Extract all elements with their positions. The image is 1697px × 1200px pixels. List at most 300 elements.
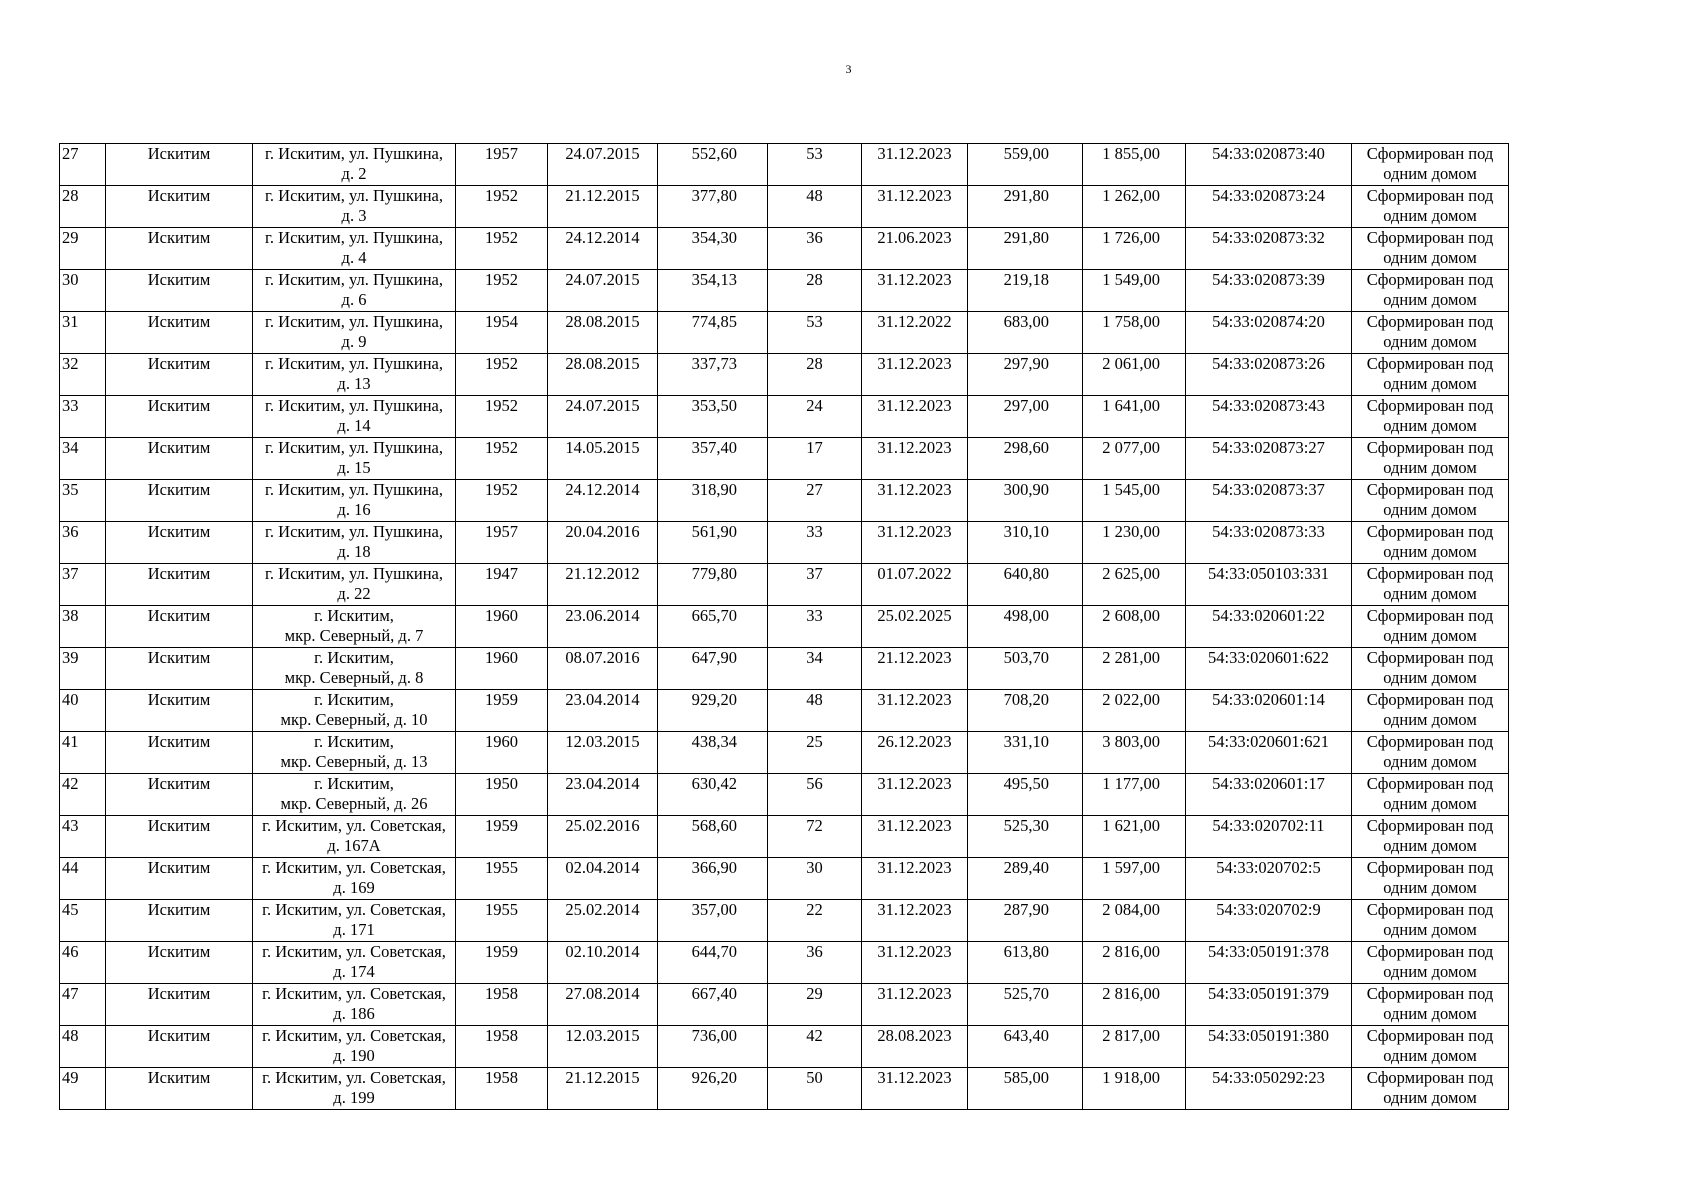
city-cell [106,396,253,438]
address-cell [253,438,456,480]
address-line-1: г. Искитим, [314,732,394,751]
total-area-cell [658,606,768,648]
table-body [60,144,1509,1110]
total-area-cell [658,984,768,1026]
total-area-cell [658,900,768,942]
cadastral-number-text: 54:33:050103:331 [1207,564,1329,583]
year-built-cell [456,186,548,228]
year-built-text: 1952 [485,438,518,457]
total-area-text: 357,00 [691,900,737,919]
city-cell [106,942,253,984]
date-cell [548,522,658,564]
address-cell [253,1068,456,1110]
cadastral-number-text: 54:33:050191:379 [1207,984,1329,1003]
plot-area-text: 2 817,00 [1102,1026,1160,1045]
living-area-cell [968,858,1083,900]
city-text: Искитим [147,858,211,877]
residents-text: 72 [806,816,823,835]
total-area-text: 366,90 [691,858,737,877]
status-line-2: одним домом [1383,793,1477,813]
date-text: 24.07.2015 [565,396,640,415]
total-area-text: 357,40 [691,438,737,457]
city-text: Искитим [147,774,211,793]
plot-area-cell [1083,816,1186,858]
cadastral-number-cell [1186,1026,1352,1068]
residents-text: 27 [806,480,823,499]
status-line-2: одним домом [1383,373,1477,393]
row-number-text: 38 [62,606,79,625]
living-area-text: 300,90 [1003,480,1049,499]
residents-text: 34 [806,648,823,667]
deadline-date-text: 31.12.2023 [877,900,952,919]
address-cell [253,984,456,1026]
cadastral-number-cell [1186,270,1352,312]
deadline-date-cell [862,774,968,816]
status-line-1: Сформирован под [1366,480,1494,499]
date-text: 24.07.2015 [565,270,640,289]
deadline-date-text: 25.02.2025 [877,606,952,625]
status-cell [1352,858,1509,900]
address-line-1: г. Искитим, ул. Пушкина, [265,270,443,289]
row-number-text: 34 [62,438,79,457]
date-text: 21.12.2015 [565,1068,640,1087]
table-row [60,270,1509,312]
year-built-cell [456,522,548,564]
residents-text: 24 [806,396,823,415]
cadastral-number-cell [1186,648,1352,690]
living-area-cell [968,606,1083,648]
status-cell [1352,984,1509,1026]
status-cell [1352,354,1509,396]
status-cell [1352,1026,1509,1068]
total-area-cell [658,312,768,354]
year-built-cell [456,1068,548,1110]
date-text: 12.03.2015 [565,1026,640,1045]
city-text: Искитим [147,1068,211,1087]
date-cell [548,480,658,522]
plot-area-cell [1083,858,1186,900]
row-number-text: 39 [62,648,79,667]
city-text: Искитим [147,1026,211,1045]
status-line-1: Сформирован под [1366,396,1494,415]
cadastral-number-text: 54:33:020702:5 [1216,858,1321,877]
total-area-text: 552,60 [691,144,737,163]
residents-text: 25 [806,732,823,751]
status-line-1: Сформирован под [1366,186,1494,205]
plot-area-cell [1083,186,1186,228]
living-area-cell [968,816,1083,858]
address-line-2: д. 190 [333,1045,375,1065]
residents-text: 33 [806,522,823,541]
status-line-2: одним домом [1383,499,1477,519]
row-number-cell [60,816,106,858]
date-cell [548,396,658,438]
city-cell [106,858,253,900]
date-cell [548,648,658,690]
year-built-cell [456,1026,548,1068]
plot-area-cell [1083,606,1186,648]
deadline-date-text: 31.12.2023 [877,144,952,163]
total-area-cell [658,522,768,564]
living-area-cell [968,564,1083,606]
living-area-cell [968,270,1083,312]
city-text: Искитим [147,984,211,1003]
year-built-cell [456,270,548,312]
total-area-cell [658,228,768,270]
plot-area-text: 1 641,00 [1102,396,1160,415]
address-line-1: г. Искитим, [314,690,394,709]
plot-area-text: 2 625,00 [1102,564,1160,583]
date-text: 23.04.2014 [565,774,640,793]
deadline-date-text: 28.08.2023 [877,1026,952,1045]
date-text: 27.08.2014 [565,984,640,1003]
plot-area-cell [1083,522,1186,564]
status-line-1: Сформирован под [1366,564,1494,583]
deadline-date-text: 31.12.2023 [877,942,952,961]
year-built-text: 1960 [485,732,518,751]
deadline-date-cell [862,984,968,1026]
plot-area-text: 1 855,00 [1102,144,1160,163]
living-area-text: 291,80 [1003,186,1049,205]
address-line-2: д. 16 [337,499,371,519]
address-line-1: г. Искитим, ул. Пушкина, [265,522,443,541]
status-line-1: Сформирован под [1366,984,1494,1003]
cadastral-number-text: 54:33:020873:32 [1212,228,1325,247]
city-cell [106,648,253,690]
residents-cell [768,186,862,228]
address-cell [253,396,456,438]
date-cell [548,186,658,228]
row-number-text: 33 [62,396,79,415]
year-built-text: 1952 [485,228,518,247]
plot-area-cell [1083,144,1186,186]
living-area-text: 495,50 [1003,774,1049,793]
row-number-text: 44 [62,858,79,877]
living-area-text: 683,00 [1003,312,1049,331]
deadline-date-cell [862,480,968,522]
deadline-date-cell [862,354,968,396]
row-number-cell [60,858,106,900]
deadline-date-text: 31.12.2023 [877,690,952,709]
plot-area-cell [1083,480,1186,522]
deadline-date-cell [862,816,968,858]
residents-cell [768,816,862,858]
total-area-text: 318,90 [691,480,737,499]
cadastral-number-cell [1186,186,1352,228]
cadastral-number-cell [1186,522,1352,564]
plot-area-text: 2 816,00 [1102,984,1160,1003]
city-text: Искитим [147,480,211,499]
cadastral-number-text: 54:33:020873:33 [1212,522,1325,541]
deadline-date-cell [862,228,968,270]
city-text: Искитим [147,900,211,919]
address-line-1: г. Искитим, ул. Советская, [262,942,446,961]
deadline-date-cell [862,522,968,564]
address-line-2: д. 9 [341,331,367,351]
residents-cell [768,984,862,1026]
plot-area-text: 1 597,00 [1102,858,1160,877]
status-line-1: Сформирован под [1366,438,1494,457]
cadastral-number-cell [1186,438,1352,480]
total-area-cell [658,1068,768,1110]
living-area-text: 287,90 [1003,900,1049,919]
city-cell [106,774,253,816]
status-cell [1352,228,1509,270]
living-area-text: 310,10 [1003,522,1049,541]
table-row [60,858,1509,900]
table-row [60,606,1509,648]
row-number-text: 46 [62,942,79,961]
city-text: Искитим [147,942,211,961]
total-area-cell [658,396,768,438]
status-line-2: одним домом [1383,457,1477,477]
row-number-cell [60,1026,106,1068]
row-number-text: 42 [62,774,79,793]
table-row [60,732,1509,774]
cadastral-number-text: 54:33:050191:378 [1207,942,1329,961]
plot-area-cell [1083,1068,1186,1110]
year-built-cell [456,438,548,480]
status-line-1: Сформирован под [1366,228,1494,247]
row-number-text: 41 [62,732,79,751]
residents-cell [768,312,862,354]
living-area-cell [968,648,1083,690]
deadline-date-text: 31.12.2022 [877,312,952,331]
table-row [60,438,1509,480]
total-area-text: 337,73 [691,354,737,373]
cadastral-number-text: 54:33:050292:23 [1212,1068,1325,1087]
address-line-2: мкр. Северный, д. 8 [284,667,424,687]
city-text: Искитим [147,186,211,205]
date-cell [548,228,658,270]
address-line-2: мкр. Северный, д. 7 [284,625,424,645]
plot-area-cell [1083,228,1186,270]
status-cell [1352,732,1509,774]
city-cell [106,606,253,648]
residents-text: 36 [806,942,823,961]
row-number-text: 30 [62,270,79,289]
year-built-text: 1952 [485,354,518,373]
deadline-date-cell [862,270,968,312]
residents-text: 30 [806,858,823,877]
address-line-1: г. Искитим, [314,606,394,625]
living-area-cell [968,438,1083,480]
address-line-2: мкр. Северный, д. 26 [280,793,428,813]
year-built-cell [456,396,548,438]
total-area-cell [658,186,768,228]
year-built-cell [456,858,548,900]
address-cell [253,1026,456,1068]
residents-cell [768,942,862,984]
plot-area-cell [1083,900,1186,942]
date-text: 24.12.2014 [565,228,640,247]
plot-area-cell [1083,774,1186,816]
plot-area-text: 3 803,00 [1102,732,1160,751]
deadline-date-cell [862,648,968,690]
plot-area-cell [1083,690,1186,732]
status-line-1: Сформирован под [1366,144,1494,163]
address-line-2: д. 18 [337,541,371,561]
cadastral-number-cell [1186,900,1352,942]
deadline-date-cell [862,1026,968,1068]
row-number-cell [60,312,106,354]
living-area-text: 613,80 [1003,942,1049,961]
year-built-text: 1958 [485,984,518,1003]
deadline-date-text: 31.12.2023 [877,480,952,499]
city-text: Искитим [147,438,211,457]
date-cell [548,270,658,312]
status-line-2: одним домом [1383,205,1477,225]
living-area-text: 559,00 [1003,144,1049,163]
plot-area-cell [1083,312,1186,354]
table-row [60,942,1509,984]
plot-area-cell [1083,942,1186,984]
city-text: Искитим [147,522,211,541]
row-number-cell [60,690,106,732]
table-row [60,480,1509,522]
cadastral-number-cell [1186,606,1352,648]
status-line-1: Сформирован под [1366,690,1494,709]
row-number-text: 28 [62,186,79,205]
deadline-date-cell [862,690,968,732]
table-row [60,564,1509,606]
address-cell [253,522,456,564]
total-area-cell [658,354,768,396]
date-text: 21.12.2015 [565,186,640,205]
year-built-cell [456,228,548,270]
date-cell [548,354,658,396]
cadastral-number-text: 54:33:020873:24 [1212,186,1325,205]
cadastral-number-cell [1186,690,1352,732]
year-built-cell [456,480,548,522]
total-area-text: 377,80 [691,186,737,205]
row-number-text: 49 [62,1068,79,1087]
status-line-1: Сформирован под [1366,858,1494,877]
plot-area-text: 1 758,00 [1102,312,1160,331]
status-cell [1352,522,1509,564]
deadline-date-cell [862,900,968,942]
residents-cell [768,228,862,270]
cadastral-number-cell [1186,816,1352,858]
date-cell [548,774,658,816]
status-cell [1352,270,1509,312]
date-text: 14.05.2015 [565,438,640,457]
total-area-text: 736,00 [691,1026,737,1045]
year-built-text: 1950 [485,774,518,793]
row-number-cell [60,732,106,774]
plot-area-text: 2 077,00 [1102,438,1160,457]
row-number-text: 29 [62,228,79,247]
city-text: Искитим [147,606,211,625]
status-line-1: Сформирован под [1366,774,1494,793]
address-line-2: д. 186 [333,1003,375,1023]
address-cell [253,564,456,606]
residents-text: 53 [806,312,823,331]
status-line-1: Сформирован под [1366,900,1494,919]
plot-area-text: 1 918,00 [1102,1068,1160,1087]
row-number-cell [60,900,106,942]
year-built-text: 1952 [485,480,518,499]
status-cell [1352,606,1509,648]
living-area-text: 643,40 [1003,1026,1049,1045]
cadastral-number-text: 54:33:020873:26 [1212,354,1325,373]
total-area-cell [658,690,768,732]
residents-cell [768,1068,862,1110]
address-line-2: д. 14 [337,415,371,435]
status-line-2: одним домом [1383,583,1477,603]
cadastral-number-cell [1186,228,1352,270]
row-number-text: 35 [62,480,79,499]
total-area-cell [658,270,768,312]
date-cell [548,312,658,354]
year-built-text: 1957 [485,144,518,163]
living-area-cell [968,942,1083,984]
status-line-2: одним домом [1383,625,1477,645]
year-built-cell [456,942,548,984]
living-area-text: 297,00 [1003,396,1049,415]
status-line-2: одним домом [1383,667,1477,687]
deadline-date-cell [862,144,968,186]
city-text: Искитим [147,228,211,247]
status-cell [1352,816,1509,858]
cadastral-number-cell [1186,144,1352,186]
living-area-cell [968,774,1083,816]
residents-cell [768,648,862,690]
address-line-1: г. Искитим, ул. Пушкина, [265,354,443,373]
status-line-1: Сформирован под [1366,312,1494,331]
address-line-1: г. Искитим, ул. Пушкина, [265,186,443,205]
deadline-date-text: 31.12.2023 [877,984,952,1003]
date-text: 23.04.2014 [565,690,640,709]
year-built-cell [456,354,548,396]
cadastral-number-text: 54:33:020874:20 [1212,312,1325,331]
status-line-2: одним домом [1383,1087,1477,1107]
row-number-text: 36 [62,522,79,541]
status-line-2: одним домом [1383,877,1477,897]
deadline-date-text: 31.12.2023 [877,816,952,835]
deadline-date-text: 31.12.2023 [877,396,952,415]
living-area-cell [968,1068,1083,1110]
status-line-2: одним домом [1383,247,1477,267]
year-built-text: 1952 [485,270,518,289]
cadastral-number-text: 54:33:020601:17 [1212,774,1325,793]
city-text: Искитим [147,354,211,373]
address-cell [253,648,456,690]
residents-text: 48 [806,690,823,709]
table-row [60,522,1509,564]
plot-area-text: 1 545,00 [1102,480,1160,499]
total-area-cell [658,648,768,690]
city-text: Искитим [147,648,211,667]
cadastral-number-text: 54:33:020873:40 [1212,144,1325,163]
deadline-date-text: 31.12.2023 [877,522,952,541]
living-area-cell [968,690,1083,732]
date-text: 24.12.2014 [565,480,640,499]
deadline-date-text: 31.12.2023 [877,438,952,457]
address-line-1: г. Искитим, ул. Пушкина, [265,228,443,247]
living-area-text: 331,10 [1003,732,1049,751]
deadline-date-text: 31.12.2023 [877,354,952,373]
deadline-date-text: 21.06.2023 [877,228,952,247]
living-area-text: 640,80 [1003,564,1049,583]
plot-area-text: 1 177,00 [1102,774,1160,793]
deadline-date-cell [862,396,968,438]
row-number-cell [60,144,106,186]
year-built-cell [456,144,548,186]
city-text: Искитим [147,144,211,163]
plot-area-text: 2 022,00 [1102,690,1160,709]
address-line-1: г. Искитим, ул. Советская, [262,858,446,877]
